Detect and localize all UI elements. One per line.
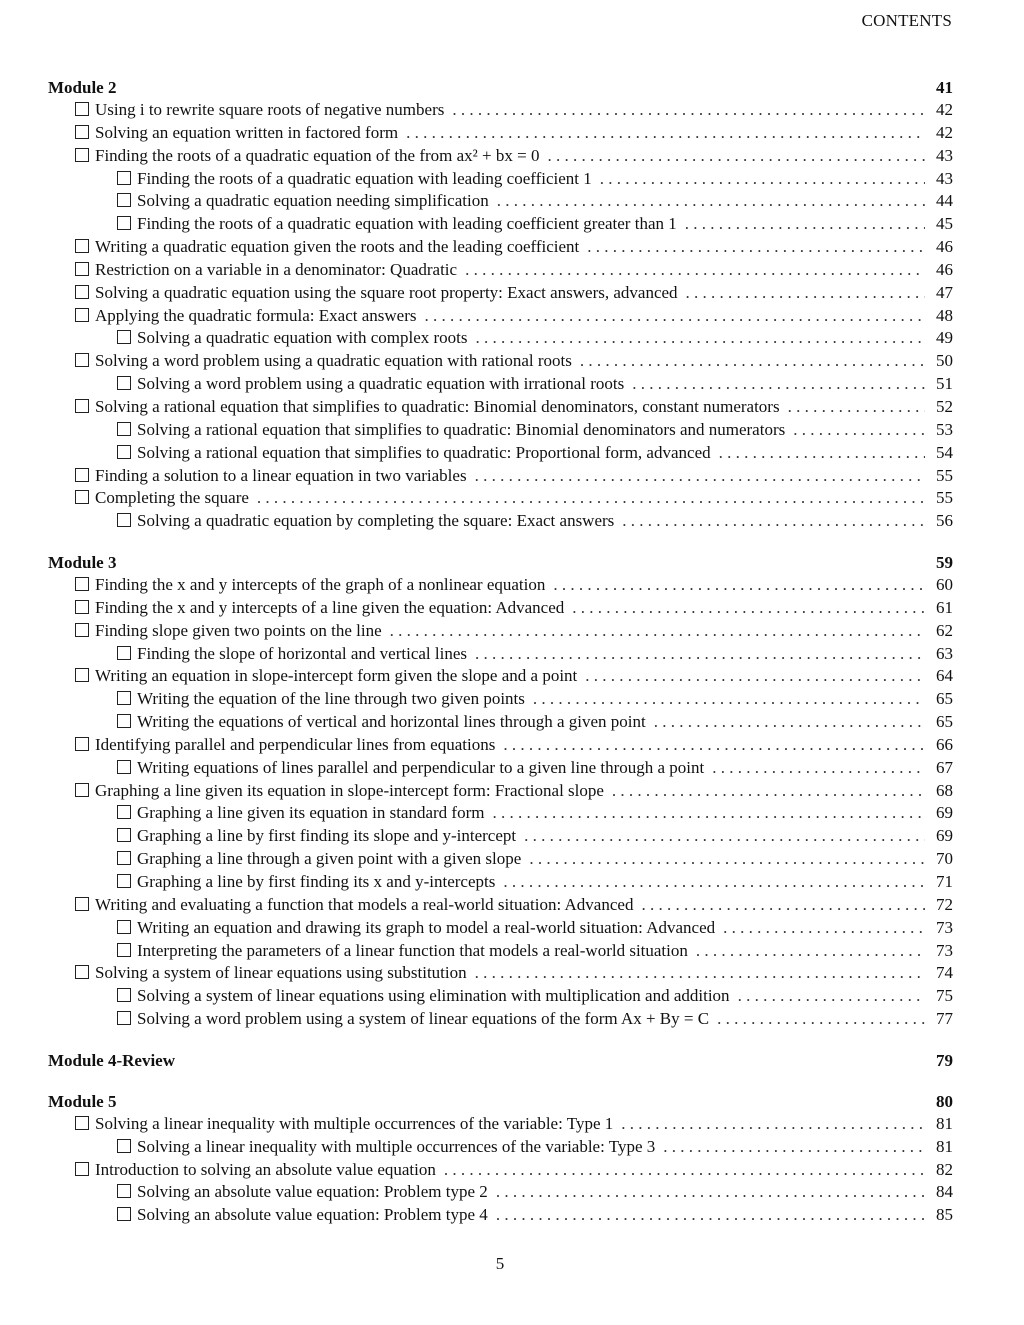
toc-entry-title: Finding a solution to a linear equation in two variables — [95, 465, 467, 485]
dot-leader — [529, 848, 925, 871]
toc-entry-title: Graphing a line given its equation in standard form — [137, 803, 485, 823]
toc-entry-page: 65 — [936, 712, 953, 732]
checkbox-icon[interactable] — [117, 943, 131, 957]
toc-entry-title: Finding the x and y intercepts of the graph of a nonlinear equation — [95, 575, 546, 595]
toc-entry-page: 47 — [936, 282, 953, 302]
toc-entry[interactable] — [48, 665, 953, 688]
dot-leader — [257, 487, 925, 510]
toc-entry-page: 71 — [936, 872, 953, 891]
module-heading[interactable] — [48, 1049, 953, 1072]
toc-entry-page: 73 — [936, 940, 953, 960]
toc-entry-page: 44 — [936, 191, 953, 211]
toc-entry[interactable] — [48, 1204, 953, 1227]
dot-leader — [712, 757, 925, 780]
dot-leader — [622, 510, 925, 533]
toc-entry-title: Writing a quadratic equation given the roots and the leading coefficient — [95, 237, 580, 257]
dot-leader — [496, 1204, 925, 1227]
toc-entry-page: 55 — [936, 465, 953, 485]
toc-entry[interactable] — [48, 419, 953, 442]
toc-entry-title: Completing the square — [95, 488, 249, 508]
page-number: 5 — [495, 1254, 505, 1273]
dot-leader — [497, 190, 925, 213]
dot-leader — [793, 419, 925, 442]
toc-entry-title: Solving a word problem using a quadratic equation with rational roots — [95, 351, 572, 371]
checkbox-icon[interactable] — [75, 468, 89, 482]
dot-leader — [723, 917, 925, 940]
toc-entry[interactable] — [48, 1181, 953, 1204]
dot-leader — [686, 282, 925, 305]
toc-entry-title: Identifying parallel and perpendicular lines from equations — [95, 734, 496, 754]
toc-module — [48, 1090, 953, 1227]
checkbox-icon[interactable] — [117, 193, 131, 207]
toc-entry-title: Writing and evaluating a function that models a real-world situation: Advanced — [95, 894, 634, 914]
dot-leader — [496, 1181, 925, 1204]
toc-entry-page: 43 — [936, 145, 953, 165]
checkbox-icon[interactable] — [117, 171, 131, 185]
toc-entry-title: Solving a linear inequality with multiple occurrences of the variable: Type 3 — [137, 1136, 656, 1156]
toc-entry[interactable] — [48, 643, 953, 666]
module-heading[interactable] — [48, 551, 953, 574]
toc-entry[interactable] — [48, 757, 953, 780]
toc-entry[interactable] — [48, 1113, 953, 1136]
checkbox-icon[interactable] — [117, 920, 131, 934]
dot-leader — [390, 620, 925, 643]
dot-leader — [553, 574, 925, 597]
toc-entry[interactable] — [48, 145, 953, 168]
toc-entry[interactable] — [48, 711, 953, 734]
dot-leader — [587, 236, 925, 259]
toc-entry-title: Solving an absolute value equation: Problem type 4 — [137, 1205, 488, 1225]
toc-entry[interactable] — [48, 350, 953, 373]
checkbox-icon[interactable] — [75, 965, 89, 979]
toc-entry-page: 69 — [936, 803, 953, 823]
toc-entry[interactable] — [48, 848, 953, 871]
toc-entry-page: 43 — [936, 168, 953, 188]
toc-entry-title: Solving a rational equation that simplifies to quadratic: Binomial denominators and numerators — [137, 419, 786, 439]
toc-entry[interactable] — [48, 871, 953, 894]
toc-entry[interactable] — [48, 962, 953, 985]
toc-module — [48, 551, 953, 1031]
checkbox-icon[interactable] — [75, 668, 89, 682]
toc-entry[interactable] — [48, 597, 953, 620]
toc-entry[interactable] — [48, 487, 953, 510]
toc-entry[interactable] — [48, 802, 953, 825]
toc-entry[interactable] — [48, 190, 953, 213]
toc-entry-page: 64 — [936, 666, 953, 686]
toc-entry-title: Finding the roots of a quadratic equation of the from ax² + bx = 0 — [95, 145, 540, 165]
toc-entry-title: Writing an equation in slope-intercept form given the slope and a point — [95, 666, 578, 686]
toc-entry-page: 62 — [936, 620, 953, 640]
toc-entry-title: Applying the quadratic formula: Exact answers — [95, 305, 417, 325]
toc-entry-title: Solving a rational equation that simplifies to quadratic: Proportional form, advanced — [137, 442, 711, 462]
toc-entry-page: 54 — [936, 442, 953, 462]
checkbox-icon[interactable] — [75, 262, 89, 276]
module-title: Module 5 — [48, 1091, 117, 1111]
checkbox-icon[interactable] — [75, 897, 89, 911]
toc-entry-page: 82 — [936, 1159, 953, 1179]
checkbox-icon[interactable] — [75, 102, 89, 116]
checkbox-icon[interactable] — [75, 600, 89, 614]
toc-entry[interactable] — [48, 1008, 953, 1031]
toc-entry-page: 73 — [936, 917, 953, 937]
toc-entry[interactable] — [48, 259, 953, 282]
toc-entry-title: Solving a system of linear equations using elimination with multiplication and addition — [137, 986, 730, 1006]
module-heading[interactable] — [48, 1090, 953, 1113]
toc-entry-page: 69 — [936, 826, 953, 846]
checkbox-icon[interactable] — [75, 490, 89, 504]
dot-leader — [475, 465, 925, 488]
dot-leader — [719, 442, 925, 465]
dot-leader — [492, 802, 925, 825]
toc-entry-page: 72 — [936, 894, 953, 914]
toc-entry-page: 81 — [936, 1136, 953, 1156]
dot-leader — [641, 894, 925, 917]
toc-entry-title: Introduction to solving an absolute value equation — [95, 1159, 436, 1179]
table-of-contents — [48, 76, 953, 1245]
toc-entry[interactable] — [48, 465, 953, 488]
dot-leader — [476, 327, 926, 350]
checkbox-icon[interactable] — [75, 399, 89, 413]
toc-entry[interactable] — [48, 327, 953, 350]
checkbox-icon[interactable] — [75, 285, 89, 299]
dot-leader — [717, 1008, 925, 1031]
toc-entry-title: Finding the roots of a quadratic equation with leading coefficient 1 — [137, 168, 592, 188]
dot-leader — [547, 145, 925, 168]
checkbox-icon[interactable] — [117, 1207, 131, 1221]
checkbox-icon[interactable] — [75, 148, 89, 162]
toc-entry[interactable] — [48, 99, 953, 122]
toc-entry-title: Solving a quadratic equation by completing the square: Exact answers — [137, 511, 615, 531]
toc-entry-title: Interpreting the parameters of a linear function that models a real-world situation — [137, 940, 688, 960]
toc-entry-page: 45 — [936, 214, 953, 234]
checkbox-icon[interactable] — [75, 783, 89, 797]
dot-leader — [612, 780, 925, 803]
checkbox-icon[interactable] — [75, 308, 89, 322]
dot-leader — [580, 350, 925, 373]
dot-leader — [424, 305, 925, 328]
toc-entry[interactable] — [48, 734, 953, 757]
checkbox-icon[interactable] — [117, 988, 131, 1002]
toc-entry-page: 56 — [936, 511, 953, 531]
toc-entry[interactable] — [48, 168, 953, 191]
checkbox-icon[interactable] — [117, 691, 131, 705]
toc-entry-title: Graphing a line through a given point with a given slope — [137, 849, 522, 869]
toc-entry[interactable] — [48, 1159, 953, 1182]
dot-leader — [533, 688, 925, 711]
toc-entry[interactable] — [48, 688, 953, 711]
toc-entry[interactable] — [48, 825, 953, 848]
toc-module — [48, 76, 953, 533]
dot-leader — [524, 825, 925, 848]
toc-entry[interactable] — [48, 780, 953, 803]
dot-leader — [475, 643, 925, 666]
dot-leader — [465, 259, 925, 282]
toc-entry[interactable] — [48, 282, 953, 305]
toc-entry-page: 48 — [936, 305, 953, 325]
toc-entry-page: 66 — [936, 734, 953, 754]
toc-entry[interactable] — [48, 236, 953, 259]
toc-entry-title: Restriction on a variable in a denominator: Quadratic — [95, 259, 458, 279]
checkbox-icon[interactable] — [75, 353, 89, 367]
checkbox-icon[interactable] — [117, 760, 131, 774]
toc-entry-page: 65 — [936, 689, 953, 709]
checkbox-icon[interactable] — [75, 1116, 89, 1130]
toc-entry-title: Graphing a line by first finding its slope and y-intercept — [137, 826, 517, 846]
toc-entry[interactable] — [48, 917, 953, 940]
dot-leader — [475, 962, 925, 985]
toc-entry-page: 77 — [936, 1009, 953, 1029]
toc-entry-page: 84 — [936, 1182, 953, 1202]
toc-entry[interactable] — [48, 373, 953, 396]
dot-leader — [452, 99, 925, 122]
dot-leader — [663, 1136, 925, 1159]
toc-entry-title: Writing equations of lines parallel and perpendicular to a given line through a point — [137, 757, 705, 777]
toc-entry-page: 85 — [936, 1205, 953, 1225]
checkbox-icon[interactable] — [117, 714, 131, 728]
toc-entry[interactable] — [48, 940, 953, 963]
toc-entry[interactable] — [48, 442, 953, 465]
checkbox-icon[interactable] — [117, 216, 131, 230]
toc-entry-page: 46 — [936, 237, 953, 257]
checkbox-icon[interactable] — [117, 445, 131, 459]
module-title: Module 3 — [48, 553, 117, 573]
toc-entry-title: Solving an equation written in factored form — [95, 122, 399, 142]
checkbox-icon[interactable] — [117, 646, 131, 660]
toc-entry[interactable] — [48, 122, 953, 145]
toc-entry-page: 50 — [936, 351, 953, 371]
module-title: Module 2 — [48, 78, 117, 97]
checkbox-icon[interactable] — [117, 1139, 131, 1153]
checkbox-icon[interactable] — [75, 737, 89, 751]
dot-leader — [444, 1159, 925, 1182]
toc-entry-title: Solving a quadratic equation using the square root property: Exact answers, advanced — [95, 282, 678, 302]
toc-entry-title: Graphing a line by first finding its x and y-intercepts — [137, 872, 496, 891]
module-page: 80 — [936, 1091, 953, 1111]
checkbox-icon[interactable] — [75, 125, 89, 139]
dot-leader — [406, 122, 925, 145]
dot-leader — [585, 665, 925, 688]
toc-entry[interactable] — [48, 620, 953, 643]
toc-entry[interactable] — [48, 574, 953, 597]
module-page: 79 — [936, 1050, 953, 1070]
toc-entry-title: Finding slope given two points on the line — [95, 620, 382, 640]
toc-entry-page: 61 — [936, 597, 953, 617]
dot-leader — [685, 213, 925, 236]
toc-entry-page: 52 — [936, 396, 953, 416]
toc-entry-title: Solving a quadratic equation needing simplification — [137, 191, 489, 211]
checkbox-icon[interactable] — [117, 874, 131, 888]
checkbox-icon[interactable] — [117, 513, 131, 527]
checkbox-icon[interactable] — [75, 577, 89, 591]
toc-entry-page: 51 — [936, 374, 953, 394]
dot-leader — [696, 940, 925, 963]
dot-leader — [621, 1113, 925, 1136]
module-heading[interactable] — [48, 76, 953, 99]
module-page: 59 — [936, 553, 953, 573]
toc-entry-page: 81 — [936, 1113, 953, 1133]
toc-entry-title: Writing an equation and drawing its graph to model a real-world situation: Advanced — [137, 917, 716, 937]
toc-entry-page: 42 — [936, 122, 953, 142]
toc-entry[interactable] — [48, 1136, 953, 1159]
toc-entry-page: 63 — [936, 643, 953, 663]
toc-entry-page: 67 — [936, 757, 953, 777]
toc-entry[interactable] — [48, 894, 953, 917]
dot-leader — [503, 871, 925, 894]
checkbox-icon[interactable] — [117, 376, 131, 390]
toc-entry-page: 46 — [936, 259, 953, 279]
toc-entry[interactable] — [48, 213, 953, 236]
toc-entry-title: Solving a linear inequality with multiple occurrences of the variable: Type 1 — [95, 1113, 614, 1133]
toc-entry-page: 75 — [936, 986, 953, 1006]
toc-entry-title: Solving a word problem using a system of linear equations of the form Ax + By = C — [137, 1009, 710, 1029]
checkbox-icon[interactable] — [117, 805, 131, 819]
toc-entry-page: 49 — [936, 328, 953, 348]
checkbox-icon[interactable] — [75, 1162, 89, 1176]
toc-entry-title: Solving a word problem using a quadratic equation with irrational roots — [137, 374, 625, 394]
toc-entry-title: Using i to rewrite square roots of negative numbers — [95, 100, 445, 119]
toc-entry-page: 55 — [936, 488, 953, 508]
toc-entry-title: Solving a system of linear equations using substitution — [95, 963, 467, 983]
toc-entry-title: Finding the roots of a quadratic equation with leading coefficient greater than 1 — [137, 214, 677, 234]
toc-entry-title: Graphing a line given its equation in slope-intercept form: Fractional slope — [95, 780, 604, 800]
toc-entry-page: 60 — [936, 575, 953, 595]
dot-leader — [738, 985, 925, 1008]
dot-leader — [632, 373, 925, 396]
toc-entry-page: 70 — [936, 849, 953, 869]
checkbox-icon[interactable] — [117, 828, 131, 842]
dot-leader — [503, 734, 925, 757]
running-head: CONTENTS — [861, 11, 952, 30]
checkbox-icon[interactable] — [117, 422, 131, 436]
toc-entry-title: Finding the x and y intercepts of a line given the equation: Advanced — [95, 597, 565, 617]
toc-entry-title: Finding the slope of horizontal and vertical lines — [137, 643, 468, 663]
toc-entry-page: 74 — [936, 963, 953, 983]
checkbox-icon[interactable] — [75, 239, 89, 253]
toc-entry-page: 53 — [936, 419, 953, 439]
toc-entry-page: 42 — [936, 100, 953, 119]
checkbox-icon[interactable] — [117, 1184, 131, 1198]
toc-entry[interactable] — [48, 305, 953, 328]
dot-leader — [654, 711, 925, 734]
checkbox-icon[interactable] — [117, 1011, 131, 1025]
checkbox-icon[interactable] — [117, 330, 131, 344]
checkbox-icon[interactable] — [75, 623, 89, 637]
toc-module — [48, 1049, 953, 1072]
module-page: 41 — [936, 78, 953, 97]
dot-leader — [572, 597, 925, 620]
toc-entry-title: Solving an absolute value equation: Problem type 2 — [137, 1182, 488, 1202]
toc-entry[interactable] — [48, 510, 953, 533]
toc-entry-title: Writing the equation of the line through two given points — [137, 689, 525, 709]
module-title: Module 4-Review — [48, 1050, 176, 1070]
toc-entry-title: Writing the equations of vertical and horizontal lines through a given point — [137, 712, 646, 732]
toc-entry[interactable] — [48, 985, 953, 1008]
toc-entry-title: Solving a quadratic equation with complex roots — [137, 328, 468, 348]
dot-leader — [600, 168, 925, 191]
toc-entry-page: 68 — [936, 780, 953, 800]
checkbox-icon[interactable] — [117, 851, 131, 865]
toc-entry[interactable] — [48, 396, 953, 419]
dot-leader — [788, 396, 925, 419]
toc-entry-title: Solving a rational equation that simplifies to quadratic: Binomial denominators, constant numerators — [95, 396, 780, 416]
